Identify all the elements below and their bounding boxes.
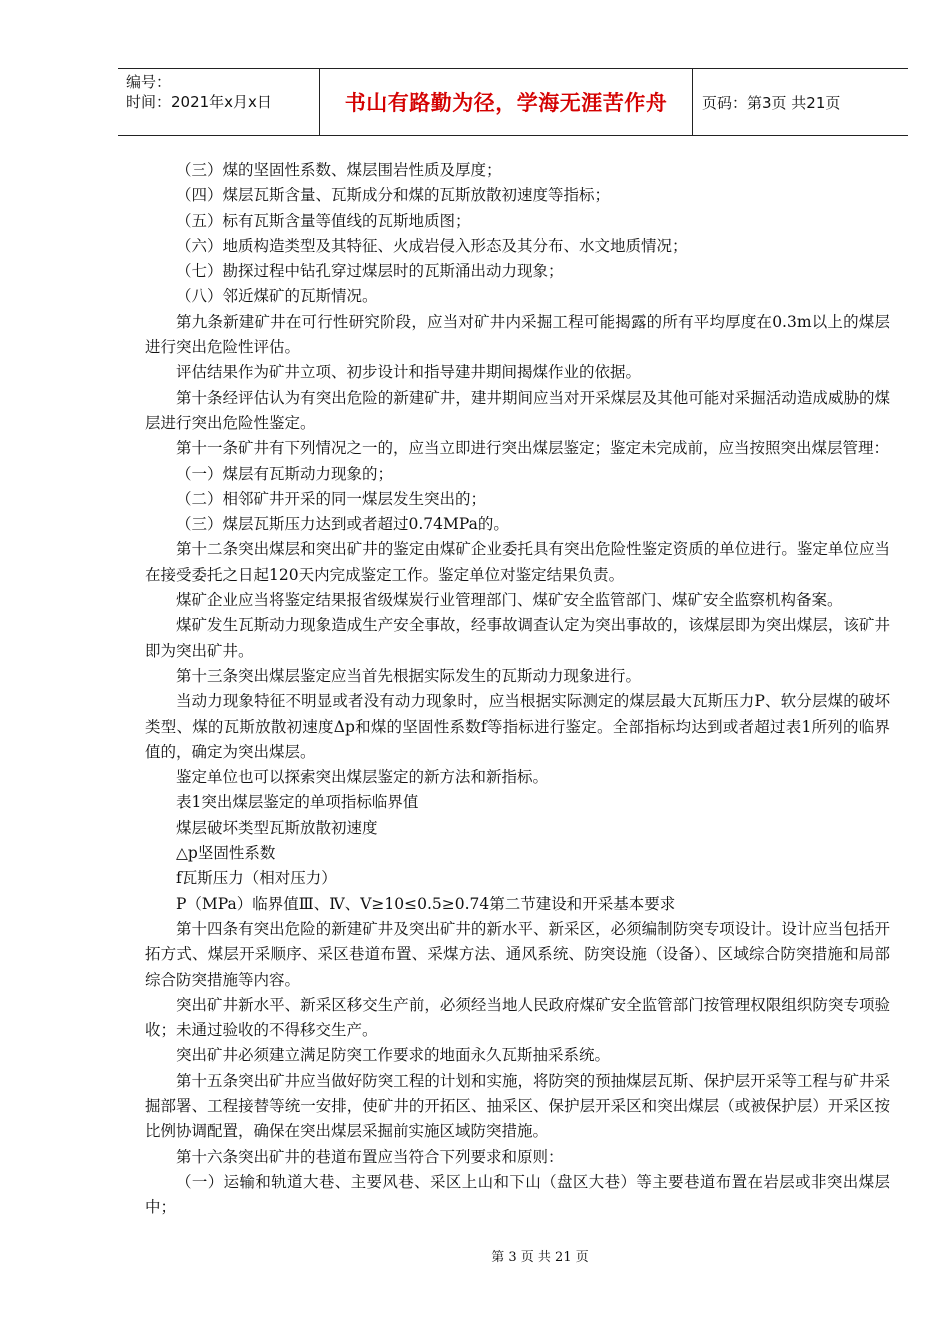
paragraph: （八）邻近煤矿的瓦斯情况。 <box>176 287 378 306</box>
table-text: f瓦斯压力（相对压力） <box>176 869 337 888</box>
paragraph: 突出矿井新水平、新采区移交生产前，必须经当地人民政府煤矿安全监管部门按管理权限组织防突专项验收；未通过验收的不得移交生产。 <box>145 995 890 1040</box>
page-header <box>118 68 908 136</box>
document-body <box>145 158 890 1220</box>
paragraph: 第九条新建矿井在可行性研究阶段，应当对矿井内采掘工程可能揭露的所有平均厚度在0.3m以上的煤层进行突出危险性评估。 <box>145 312 890 357</box>
header-motto: 书山有路勤为径，学海无涯苦作舟 <box>320 69 693 135</box>
table-caption: 表1突出煤层鉴定的单项指标临界值 <box>176 793 419 812</box>
paragraph: 第十三条突出煤层鉴定应当首先根据实际发生的瓦斯动力现象进行。 <box>176 666 642 685</box>
paragraph: （一）煤层有瓦斯动力现象的； <box>176 464 394 483</box>
paragraph: 第十条经评估认为有突出危险的新建矿井，建井期间应当对开采煤层及其他可能对采掘活动造成威胁的煤层进行突出危险性鉴定。 <box>145 388 890 432</box>
paragraph: 第十六条突出矿井的巷道布置应当符合下列要求和原则： <box>176 1147 564 1166</box>
paragraph: （二）相邻矿井开采的同一煤层发生突出的； <box>176 489 487 508</box>
document-number-label: 编号： <box>126 73 172 91</box>
header-meta <box>118 69 320 135</box>
paragraph: （五）标有瓦斯含量等值线的瓦斯地质图； <box>176 211 471 230</box>
paragraph: 煤矿企业应当将鉴定结果报省级煤炭行业管理部门、煤矿安全监管部门、煤矿安全监察机构备案。 <box>176 591 843 610</box>
paragraph: 鉴定单位也可以探索突出煤层鉴定的新方法和新指标。 <box>176 768 549 787</box>
paragraph: （七）勘探过程中钻孔穿过煤层时的瓦斯涌出动力现象； <box>176 262 564 281</box>
table-text: △p坚固性系数 <box>176 844 276 863</box>
paragraph: （三）煤层瓦斯压力达到或者超过0.74MPa的。 <box>176 515 509 534</box>
paragraph: 第十一条矿井有下列情况之一的，应当立即进行突出煤层鉴定；鉴定未完成前，应当按照突出煤层管理： <box>176 439 890 458</box>
paragraph: 评估结果作为矿井立项、初步设计和指导建井期间揭煤作业的依据。 <box>176 363 642 382</box>
page-footer: 第 3 页 共 21 页 <box>491 1250 589 1265</box>
paragraph: 第十二条突出煤层和突出矿井的鉴定由煤矿企业委托具有突出危险性鉴定资质的单位进行。鉴定单位应当在接受委托之日起120天内完成鉴定工作。鉴定单位对鉴定结果负责。 <box>145 540 890 584</box>
paragraph: 第十五条突出矿井应当做好防突工程的计划和实施，将防突的预抽煤层瓦斯、保护层开采等工程与矿井采掘部署、工程接替等统一安排，使矿井的开拓区、抽采区、保护层开采区和突出煤层（或被保护层）开采区按比例协调配置，确保在突出煤层采掘前实施区域防突措施。 <box>145 1071 890 1141</box>
document-time: 时间：2021年x月x日 <box>126 93 272 111</box>
paragraph: 当动力现象特征不明显或者没有动力现象时，应当根据实际测定的煤层最大瓦斯压力P、软分层煤的破坏类型、煤的瓦斯放散初速度Δp和煤的坚固性系数f等指标进行鉴定。全部指标均达到或者超过表1所列的临界值的，确定为突出煤层。 <box>145 692 890 761</box>
paragraph: （一）运输和轨道大巷、主要风巷、采区上山和下山（盘区大巷）等主要巷道布置在岩层或非突出煤层中； <box>145 1172 890 1217</box>
table-text: 煤层破坏类型瓦斯放散初速度 <box>176 818 378 837</box>
header-page-info: 页码：第3页 共21页 <box>702 93 841 112</box>
paragraph: 煤矿发生瓦斯动力现象造成生产安全事故，经事故调查认定为突出事故的，该煤层即为突出煤层，该矿井即为突出矿井。 <box>145 616 890 660</box>
table-text: P（MPa）临界值Ⅲ、Ⅳ、Ⅴ≥10≤0.5≥0.74第二节建设和开采基本要求 <box>176 894 676 913</box>
paragraph: （三）煤的坚固性系数、煤层围岩性质及厚度； <box>176 161 502 179</box>
paragraph: （六）地质构造类型及其特征、火成岩侵入形态及其分布、水文地质情况； <box>176 236 688 255</box>
paragraph: 第十四条有突出危险的新建矿井及突出矿井的新水平、新采区，必须编制防突专项设计。设计应当包括开拓方式、煤层开采顺序、采区巷道布置、采煤方法、通风系统、防突设施（设备）、区域综合防突措施和局部综合防突措施等内容。 <box>145 919 890 989</box>
paragraph: 突出矿井必须建立满足防突工作要求的地面永久瓦斯抽采系统。 <box>176 1046 611 1065</box>
paragraph: （四）煤层瓦斯含量、瓦斯成分和煤的瓦斯放散初速度等指标； <box>176 186 611 205</box>
